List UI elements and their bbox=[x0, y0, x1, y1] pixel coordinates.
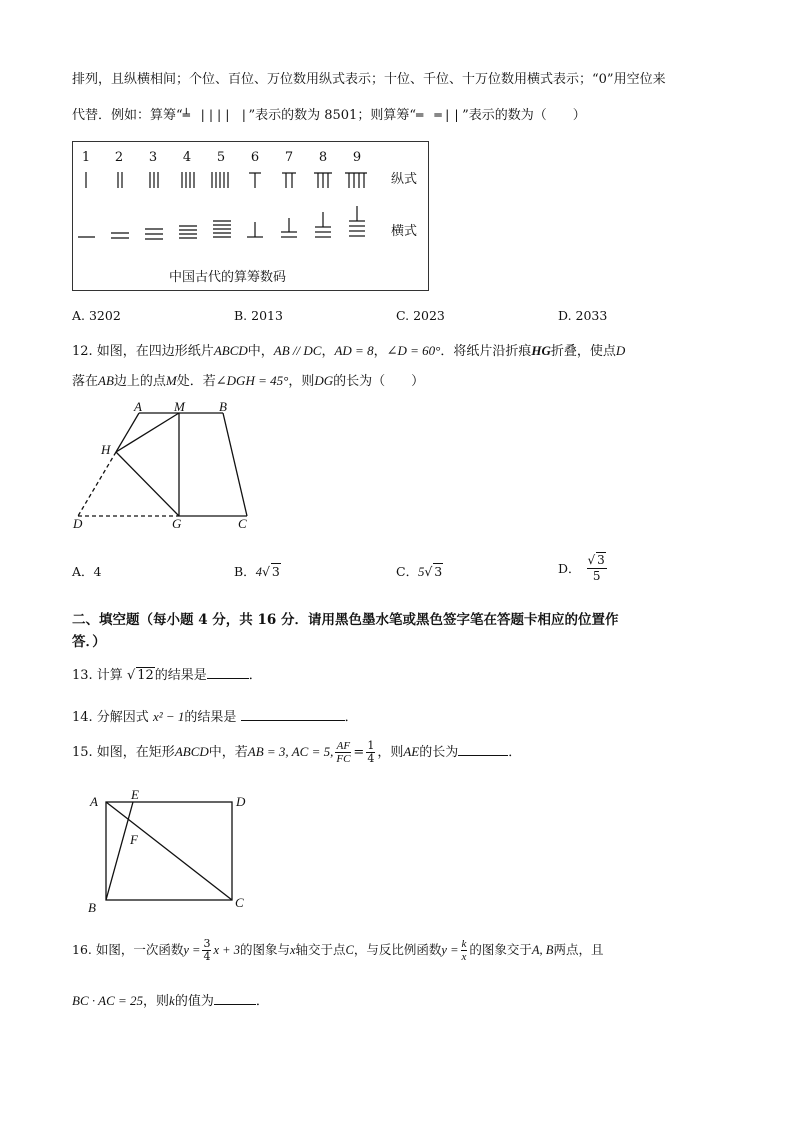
q13-answer-blank[interactable] bbox=[207, 678, 249, 679]
q15-frac-1-4 bbox=[366, 740, 375, 765]
q16-ab: A, B bbox=[531, 943, 554, 957]
vertical-form-label: 纵式 bbox=[391, 172, 418, 187]
q12-m: M bbox=[165, 373, 177, 388]
q15-label-b: B bbox=[88, 900, 96, 915]
section2-heading-line2: 答．） bbox=[72, 634, 106, 650]
q12-cond-angle: ∠D = 60° bbox=[386, 343, 441, 358]
rod-digit-7: 7 bbox=[284, 150, 294, 165]
q16-f-den: 4 bbox=[203, 950, 211, 963]
q14-expr: x² − 1 bbox=[152, 709, 185, 724]
q11-question-rods: ═ ═|| bbox=[415, 108, 463, 122]
rod-digit-2: 2 bbox=[114, 150, 124, 165]
q11-example-rods: ╧ |||| | bbox=[182, 108, 249, 122]
q16-answer-blank[interactable] bbox=[214, 1004, 256, 1005]
section2-heading-line1: 二、填空题（每小题 4 分，共 16 分．请用黑色墨水笔或黑色签字笔在答题卡相应的位置作 bbox=[72, 612, 619, 628]
q12-label-b: B bbox=[219, 399, 227, 414]
q14-suffix: 的结果是 bbox=[184, 710, 237, 725]
q16-y1: y = bbox=[183, 943, 201, 957]
q12-d-den: 5 bbox=[592, 569, 601, 583]
q12-c-coef: 5 bbox=[418, 565, 425, 579]
q15-suffix: 的长为 bbox=[419, 745, 459, 760]
q16-line2-suffix: 的值为 bbox=[174, 994, 214, 1009]
q12-t7: 处．若 bbox=[176, 374, 216, 389]
q12-label-c: C bbox=[238, 516, 247, 531]
q12-t5: 落在 bbox=[72, 374, 99, 389]
q16-y1-tail: x + 3 bbox=[213, 943, 240, 957]
q15-cond: AB = 3, AC = 5, bbox=[247, 744, 334, 759]
q12-t3: ．将纸片沿折痕 bbox=[440, 344, 532, 359]
q13-rad: 12 bbox=[137, 668, 154, 683]
q15-label-d: D bbox=[236, 794, 246, 809]
q13-text: 13. 计算 √ 12的结果是 ． bbox=[72, 668, 262, 683]
q12-t8: ，则 bbox=[288, 374, 315, 389]
q12-d-prefix: D． bbox=[558, 561, 581, 576]
q15-frac2-num: 1 bbox=[367, 739, 375, 752]
q12-c-prefix: C． bbox=[396, 564, 419, 579]
counting-rods-table bbox=[72, 141, 429, 291]
q14-end: ． bbox=[344, 710, 358, 725]
q12-d-rad: 3 bbox=[597, 553, 605, 567]
q12-abcd: ABCD bbox=[213, 343, 248, 358]
q12-dg: DG bbox=[314, 373, 334, 388]
q11-option-a[interactable]: A. 3202 bbox=[72, 308, 121, 323]
q12-label-h: H bbox=[101, 442, 111, 457]
q12-t2: 中， bbox=[247, 344, 274, 359]
rod-digit-6: 6 bbox=[250, 150, 260, 165]
q16-c: C bbox=[345, 943, 354, 957]
q15-prefix: 15. 如图，在矩形 bbox=[72, 745, 175, 760]
q11-line2-suffix: ”表示的数为（ ） bbox=[462, 108, 586, 123]
q12-option-b[interactable]: B．4√ 3 bbox=[234, 564, 280, 579]
q15-end: ． bbox=[508, 745, 522, 760]
q12-c-rad: 3 bbox=[434, 564, 443, 579]
q15-label-e: E bbox=[131, 787, 139, 802]
rod-digit-5: 5 bbox=[216, 150, 226, 165]
rods-table-caption: 中国古代的算筹数码 bbox=[169, 270, 287, 285]
q16-k: k bbox=[169, 993, 175, 1008]
q12-label-a: A bbox=[134, 399, 142, 414]
q11-line2-prefix: 代替．例如：算筹“ bbox=[72, 108, 183, 123]
q12-t9: 的长为（ ） bbox=[333, 374, 425, 389]
q15-answer-blank[interactable] bbox=[458, 755, 508, 756]
rod-digit-4: 4 bbox=[182, 150, 192, 165]
q12-option-a[interactable]: A．4 bbox=[72, 564, 102, 579]
q16-text-line1 bbox=[72, 938, 603, 963]
q14-prefix: 14. 分解因式 bbox=[72, 710, 149, 725]
q15-frac1-den: FC bbox=[336, 753, 351, 765]
q12-d-frac: $\frac{√ 3}{5}$ bbox=[587, 553, 605, 583]
q16-k-num: k bbox=[461, 938, 467, 950]
q12-option-c[interactable]: C．5√ 3 bbox=[396, 564, 443, 579]
q12-d: D bbox=[615, 343, 626, 358]
q16-mid5: 两点，且 bbox=[553, 942, 604, 957]
q16-prefix: 16. 如图，一次函数 bbox=[72, 942, 184, 957]
horizontal-form-label: 横式 bbox=[391, 224, 418, 239]
q12-cond-ad: AD = 8 bbox=[334, 343, 374, 358]
q12-label-d: D bbox=[73, 516, 83, 531]
rod-digit-1: 1 bbox=[81, 150, 91, 165]
q12-label-m: M bbox=[174, 399, 185, 414]
q12-cond-dgh: ∠DGH = 45° bbox=[215, 373, 289, 388]
q16-f-num: 3 bbox=[203, 937, 211, 950]
q13-suffix: 的结果是 bbox=[154, 668, 207, 683]
q13-end: ． bbox=[248, 668, 262, 683]
q15-text bbox=[72, 740, 521, 765]
q16-expr: BC · AC = 25 bbox=[72, 993, 144, 1008]
q12-sep2: ， bbox=[373, 344, 387, 359]
q11-text-line1: 排列，且纵横相间；个位、百位、万位数用纵式表示；十位、千位、十万位数用横式表示；“0”用空位来 bbox=[72, 72, 666, 87]
q12-t6: 边上的点 bbox=[113, 374, 166, 389]
q15-mid: 中，若 bbox=[208, 745, 248, 760]
q11-line2-mid: ”表示的数为 8501；则算筹“ bbox=[248, 108, 416, 123]
q15-eq: = bbox=[353, 745, 365, 760]
q16-end: ． bbox=[255, 994, 269, 1009]
q12-t1: 12. 如图，在四边形纸片 bbox=[72, 344, 214, 359]
q11-option-d[interactable]: D. 2033 bbox=[558, 308, 608, 323]
q15-frac1-num: AF bbox=[336, 740, 351, 752]
q12-label-g: G bbox=[172, 516, 182, 531]
q16-y2: y = bbox=[441, 943, 459, 957]
q12-option-d[interactable] bbox=[558, 552, 609, 584]
q15-ae: AE bbox=[403, 744, 420, 759]
q16-k-den: x bbox=[461, 951, 467, 963]
rod-digit-8: 8 bbox=[318, 150, 328, 165]
q12-sep1: ， bbox=[321, 344, 335, 359]
q15-label-f: F bbox=[130, 832, 138, 847]
q12-cond-parallel: AB // DC bbox=[273, 343, 322, 358]
q15-label-a: A bbox=[90, 794, 98, 809]
q12-hg: HG bbox=[531, 343, 551, 358]
q12-b-coef: 4 bbox=[255, 565, 262, 579]
q12-ab: AB bbox=[98, 373, 114, 388]
rod-digit-3: 3 bbox=[148, 150, 158, 165]
q12-text-line2 bbox=[72, 370, 424, 389]
q12-b-prefix: B． bbox=[234, 564, 256, 579]
q14-text bbox=[72, 706, 358, 725]
q11-text-line2 bbox=[72, 104, 586, 123]
q16-x: x bbox=[289, 943, 296, 957]
q16-frac-k-x bbox=[461, 938, 468, 963]
q13-prefix: 13. 计算 bbox=[72, 668, 123, 683]
q16-mid1: 的图象与 bbox=[239, 942, 290, 957]
q16-line2-mid: ，则 bbox=[143, 994, 170, 1009]
q14-answer-blank[interactable] bbox=[241, 720, 345, 721]
q15-frac-af-fc bbox=[335, 740, 351, 765]
q16-text-line2 bbox=[72, 990, 269, 1009]
q12-figure bbox=[65, 395, 265, 540]
q15-abcd: ABCD bbox=[174, 744, 209, 759]
q12-text-line1 bbox=[72, 340, 625, 359]
q16-mid3: ，与反比例函数 bbox=[353, 942, 442, 957]
q16-mid2: 轴交于点 bbox=[295, 942, 346, 957]
rod-digit-9: 9 bbox=[352, 150, 362, 165]
q15-figure bbox=[95, 790, 245, 910]
q11-option-b[interactable]: B. 2013 bbox=[234, 308, 283, 323]
q16-frac-3-4 bbox=[202, 938, 211, 963]
q15-label-c: C bbox=[235, 895, 244, 910]
q15-then: ，则 bbox=[377, 745, 404, 760]
q15-frac2-den: 4 bbox=[367, 752, 375, 765]
q12-b-rad: 3 bbox=[271, 564, 280, 579]
q11-option-c[interactable]: C. 2023 bbox=[396, 308, 445, 323]
q16-mid4: 的图象交于 bbox=[469, 942, 532, 957]
q12-t4: 折叠，使点 bbox=[550, 344, 616, 359]
